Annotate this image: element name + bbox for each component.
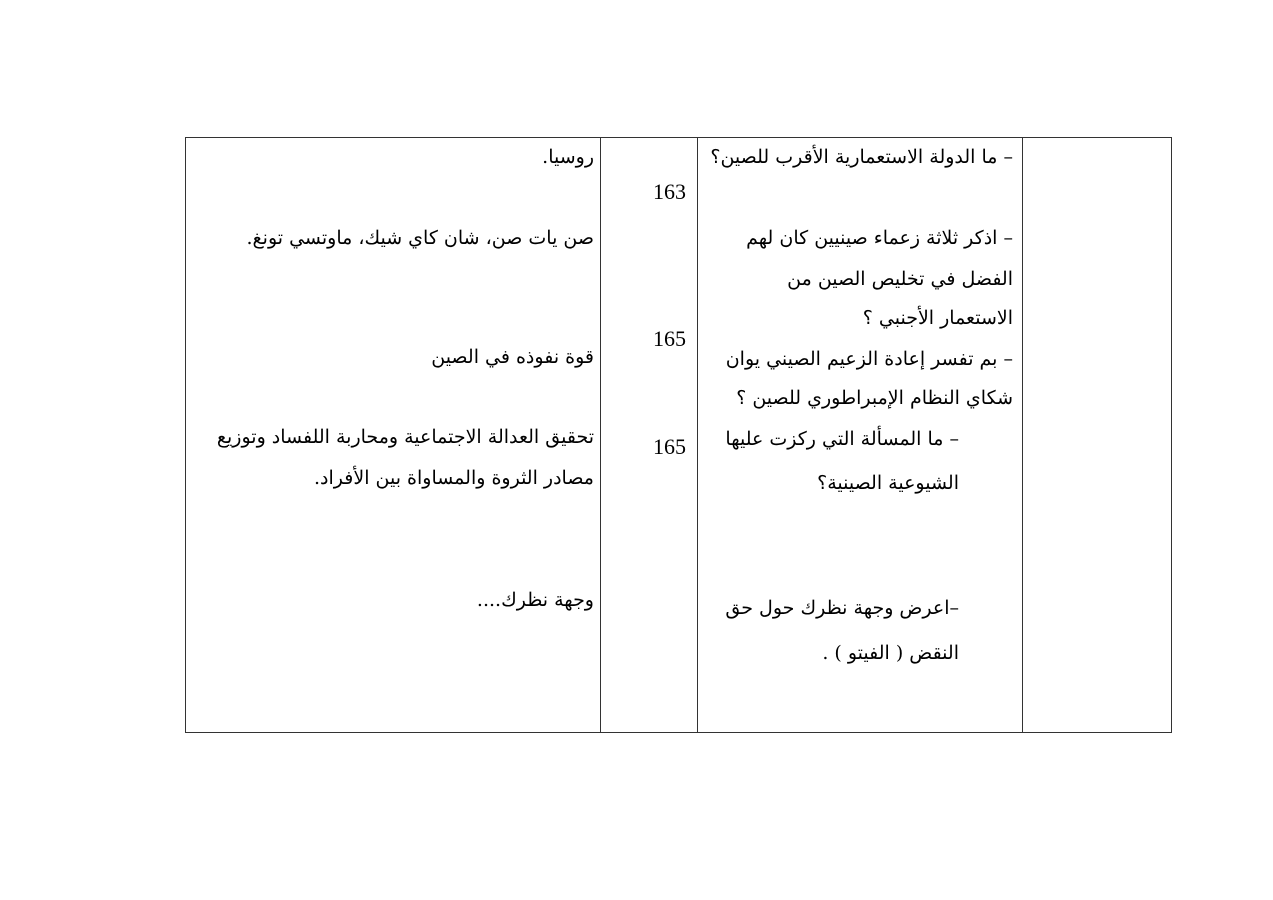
answer-4-line-2: مصادر الثروة والمساواة بين الأفراد. (314, 467, 594, 489)
page-number-1: 163 (653, 179, 686, 204)
question-3-line-2: شكاي النظام الإمبراطوري للصين ؟ (736, 387, 1013, 409)
question-3-line-1: – بم تفسر إعادة الزعيم الصيني يوان (725, 348, 1013, 370)
answer-3-line-1: قوة نفوذه في الصين (431, 346, 594, 368)
answer-1-line-1: روسيا. (542, 146, 594, 168)
answer-5-line-1: وجهة نظرك.... (476, 589, 594, 611)
question-2-line-1: – اذكر ثلاثة زعماء صينيين كان لهم (746, 227, 1013, 249)
page-number-2: 165 (653, 326, 686, 351)
page-number-3: 165 (653, 434, 686, 459)
answer-2-line-1: صن يات صن، شان كاي شيك، ماوتسي تونغ. (246, 227, 594, 249)
question-5-line-2: النقض ( الفيتو ) . (822, 642, 959, 664)
question-4-line-2: الشيوعية الصينية؟ (817, 472, 959, 494)
column-divider-2 (697, 138, 698, 732)
question-2-line-3: الاستعمار الأجنبي ؟ (862, 307, 1013, 329)
question-5-line-1: –اعرض وجهة نظرك حول حق (725, 597, 959, 619)
question-1-line-1: – ما الدولة الاستعمارية الأقرب للصين؟ (710, 146, 1013, 168)
column-divider-3 (1022, 138, 1023, 732)
answer-4-line-1: تحقيق العدالة الاجتماعية ومحاربة اللفساد وتوزيع (216, 426, 594, 448)
question-2-line-2: الفضل في تخليص الصين من (787, 268, 1013, 290)
column-divider-1 (600, 138, 601, 732)
question-4-line-1: – ما المسألة التي ركزت عليها (725, 428, 959, 450)
